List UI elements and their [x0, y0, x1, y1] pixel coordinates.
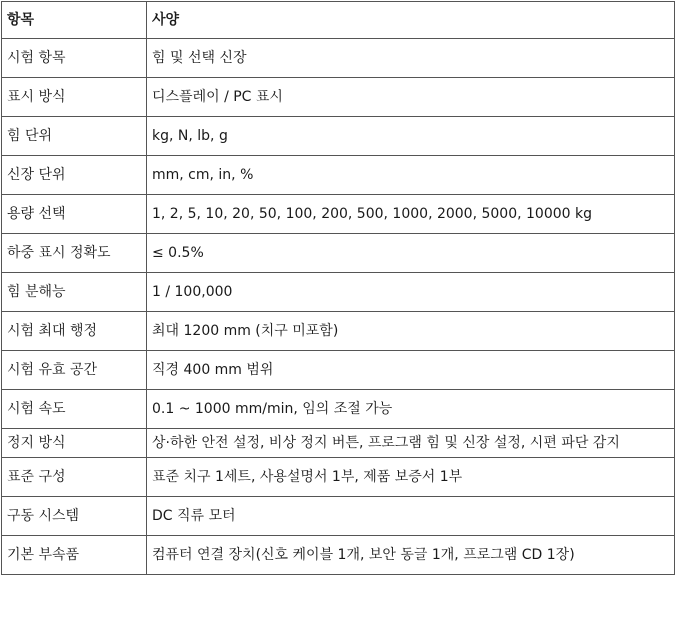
row-label: 구동 시스템 [2, 497, 147, 536]
row-label: 기본 부속품 [2, 536, 147, 575]
header-item: 항목 [2, 2, 147, 39]
table-row [2, 312, 675, 351]
row-value: 상·하한 안전 설정, 비상 정지 버튼, 프로그램 힘 및 신장 설정, 시편 파단 감지 [147, 429, 675, 458]
table-row [2, 273, 675, 312]
row-label: 힘 분해능 [2, 273, 147, 312]
row-label: 신장 단위 [2, 156, 147, 195]
table-row [2, 536, 675, 575]
row-label: 정지 방식 [2, 429, 147, 458]
row-label: 시험 항목 [2, 39, 147, 78]
row-label: 시험 최대 행정 [2, 312, 147, 351]
row-label: 표시 방식 [2, 78, 147, 117]
table-row [2, 117, 675, 156]
row-label: 힘 단위 [2, 117, 147, 156]
row-value: kg, N, lb, g [147, 117, 675, 156]
row-value: 최대 1200 mm (치구 미포함) [147, 312, 675, 351]
row-value: 컴퓨터 연결 장치(신호 케이블 1개, 보안 동글 1개, 프로그램 CD 1장) [147, 536, 675, 575]
row-label: 용량 선택 [2, 195, 147, 234]
table-row [2, 351, 675, 390]
spec-table [1, 1, 675, 575]
table-row [2, 458, 675, 497]
table-row [2, 429, 675, 458]
row-value: 표준 치구 1세트, 사용설명서 1부, 제품 보증서 1부 [147, 458, 675, 497]
table-row [2, 156, 675, 195]
row-label: 표준 구성 [2, 458, 147, 497]
row-label: 하중 표시 정확도 [2, 234, 147, 273]
header-spec: 사양 [147, 2, 675, 39]
row-value: DC 직류 모터 [147, 497, 675, 536]
row-value: 힘 및 선택 신장 [147, 39, 675, 78]
table-row [2, 390, 675, 429]
row-label: 시험 유효 공간 [2, 351, 147, 390]
row-value: 1, 2, 5, 10, 20, 50, 100, 200, 500, 1000, 2000, 5000, 10000 kg [147, 195, 675, 234]
table-row [2, 195, 675, 234]
table-row [2, 497, 675, 536]
table-header-row [2, 2, 675, 39]
row-value: ≤ 0.5% [147, 234, 675, 273]
row-value: mm, cm, in, % [147, 156, 675, 195]
row-value: 디스플레이 / PC 표시 [147, 78, 675, 117]
row-value: 1 / 100,000 [147, 273, 675, 312]
row-value: 0.1 ~ 1000 mm/min, 임의 조절 가능 [147, 390, 675, 429]
table-row [2, 234, 675, 273]
table-row [2, 78, 675, 117]
table-row [2, 39, 675, 78]
row-value: 직경 400 mm 범위 [147, 351, 675, 390]
row-label: 시험 속도 [2, 390, 147, 429]
